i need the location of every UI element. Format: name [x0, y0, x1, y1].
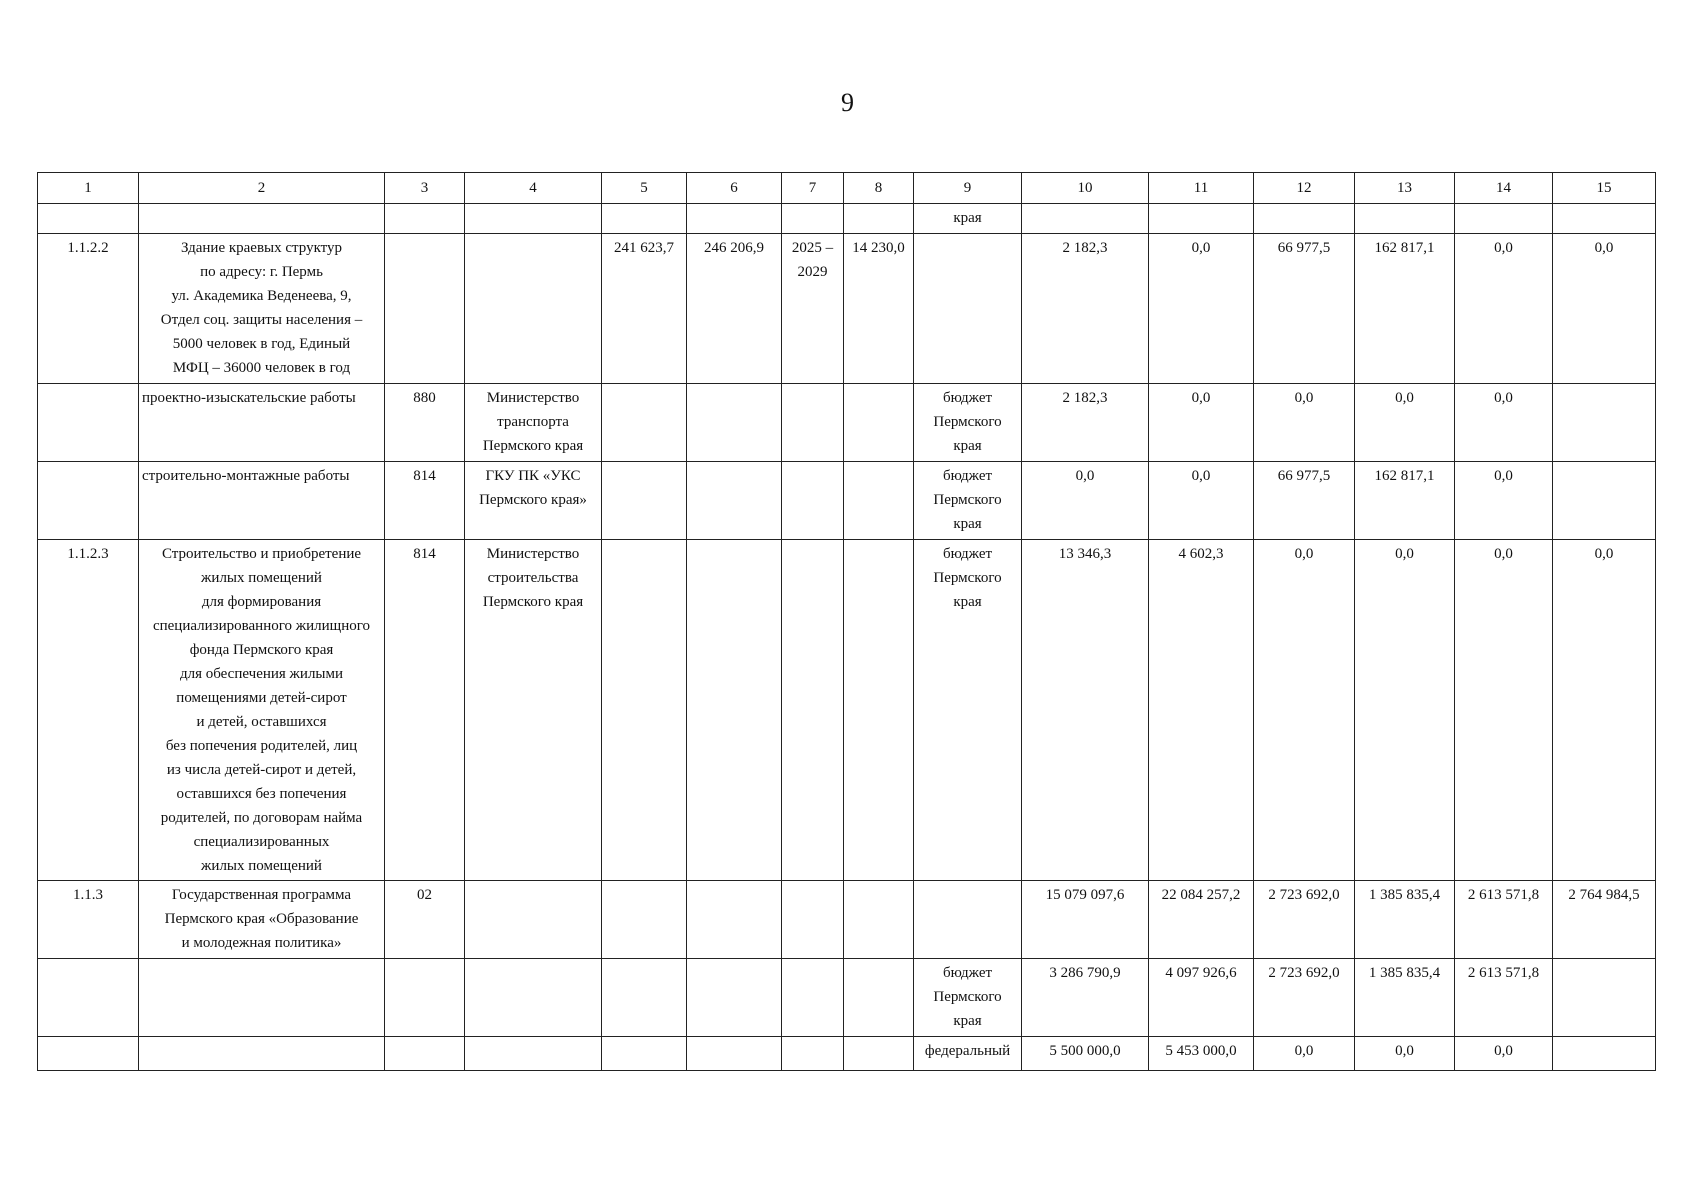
- table-cell: [1553, 959, 1656, 1037]
- table-cell: [782, 959, 844, 1037]
- table-cell: строительно-монтажные работы: [139, 462, 385, 540]
- table-cell: [602, 881, 687, 959]
- table-cell: Здание краевых структур по адресу: г. Пермь ул. Академика Веденеева, 9, Отдел соц. защиты населения – 5000 человек в год, Единый МФЦ – 36000 человек в год: [139, 234, 385, 384]
- table-row: [38, 1037, 1656, 1071]
- table-cell: 66 977,5: [1254, 234, 1355, 384]
- table-cell: 1 385 835,4: [1355, 959, 1455, 1037]
- table-cell: края: [914, 204, 1022, 234]
- table-cell: 241 623,7: [602, 234, 687, 384]
- table-cell: 0,0: [1254, 1037, 1355, 1071]
- table-cell: [38, 959, 139, 1037]
- header-cell: 2: [139, 173, 385, 204]
- table-cell: [139, 204, 385, 234]
- table-cell: 02: [385, 881, 465, 959]
- header-cell: 6: [687, 173, 782, 204]
- table-cell: бюджет Пермского края: [914, 462, 1022, 540]
- header-cell: 10: [1022, 173, 1149, 204]
- table-cell: 0,0: [1149, 462, 1254, 540]
- table-cell: [602, 384, 687, 462]
- table-cell: [1149, 204, 1254, 234]
- table-cell: [38, 462, 139, 540]
- table-cell: [602, 1037, 687, 1071]
- table-cell: 1 385 835,4: [1355, 881, 1455, 959]
- table-cell: 0,0: [1254, 384, 1355, 462]
- table-cell: [465, 1037, 602, 1071]
- table-cell: [1553, 1037, 1656, 1071]
- table-cell: 15 079 097,6: [1022, 881, 1149, 959]
- table-cell: [385, 1037, 465, 1071]
- table-cell: [782, 204, 844, 234]
- header-cell: 4: [465, 173, 602, 204]
- table-cell: 0,0: [1355, 540, 1455, 881]
- table-cell: 0,0: [1455, 1037, 1553, 1071]
- table-cell: 66 977,5: [1254, 462, 1355, 540]
- table-cell: 2025 – 2029: [782, 234, 844, 384]
- table-cell: 1.1.2.2: [38, 234, 139, 384]
- table-cell: [844, 959, 914, 1037]
- table-cell: проектно-изыскательские работы: [139, 384, 385, 462]
- header-cell: 9: [914, 173, 1022, 204]
- table-cell: [602, 959, 687, 1037]
- budget-table: [37, 172, 1656, 1071]
- table-cell: [687, 959, 782, 1037]
- table-cell: Министерство строительства Пермского края: [465, 540, 602, 881]
- table-cell: 2 182,3: [1022, 384, 1149, 462]
- header-row: [38, 173, 1656, 204]
- table-cell: 4 097 926,6: [1149, 959, 1254, 1037]
- table-row: [38, 384, 1656, 462]
- page-number: 9: [841, 88, 854, 117]
- table-cell: 0,0: [1149, 234, 1254, 384]
- table-cell: бюджет Пермского края: [914, 384, 1022, 462]
- table-cell: [687, 384, 782, 462]
- table-cell: [1254, 204, 1355, 234]
- table-cell: [782, 881, 844, 959]
- table-cell: [914, 234, 1022, 384]
- table-row: [38, 881, 1656, 959]
- table-cell: [1553, 462, 1656, 540]
- table-cell: 22 084 257,2: [1149, 881, 1254, 959]
- table-cell: Министерство транспорта Пермского края: [465, 384, 602, 462]
- table-cell: [844, 384, 914, 462]
- table-cell: 0,0: [1022, 462, 1149, 540]
- table-cell: [844, 881, 914, 959]
- table-cell: [782, 540, 844, 881]
- table-cell: бюджет Пермского края: [914, 540, 1022, 881]
- table-cell: 162 817,1: [1355, 234, 1455, 384]
- table-cell: [844, 1037, 914, 1071]
- table-cell: [687, 881, 782, 959]
- table-cell: [385, 959, 465, 1037]
- table-row: [38, 462, 1656, 540]
- table-row: [38, 540, 1656, 881]
- table-cell: ГКУ ПК «УКС Пермского края»: [465, 462, 602, 540]
- table-cell: Строительство и приобретение жилых помещений для формирования специализированного жилищного фонда Пермского края для обеспечения жилыми помещениями детей-сирот и детей, оставшихся без попечения родителей, лиц из числа детей-сирот и детей, оставшихся без попечения родителей, по договорам найма специализированных жилых помещений: [139, 540, 385, 881]
- table-cell: [465, 881, 602, 959]
- table-cell: [687, 1037, 782, 1071]
- table-cell: [38, 384, 139, 462]
- table-cell: 814: [385, 540, 465, 881]
- table-cell: 1.1.3: [38, 881, 139, 959]
- table-cell: 0,0: [1455, 384, 1553, 462]
- header-cell: 15: [1553, 173, 1656, 204]
- table-cell: [1455, 204, 1553, 234]
- table-cell: 0,0: [1455, 540, 1553, 881]
- table-cell: 2 182,3: [1022, 234, 1149, 384]
- table-cell: [602, 204, 687, 234]
- table-cell: [1553, 384, 1656, 462]
- table-cell: 0,0: [1355, 384, 1455, 462]
- header-cell: 12: [1254, 173, 1355, 204]
- table-cell: [782, 462, 844, 540]
- table-cell: 0,0: [1455, 462, 1553, 540]
- header-cell: 14: [1455, 173, 1553, 204]
- header-cell: 5: [602, 173, 687, 204]
- table-cell: бюджет Пермского края: [914, 959, 1022, 1037]
- table-cell: [687, 204, 782, 234]
- table-cell: 0,0: [1254, 540, 1355, 881]
- table-cell: 2 613 571,8: [1455, 959, 1553, 1037]
- table-cell: федеральный: [914, 1037, 1022, 1071]
- table-cell: 5 500 000,0: [1022, 1037, 1149, 1071]
- table-cell: [687, 540, 782, 881]
- table-cell: [465, 204, 602, 234]
- header-cell: 8: [844, 173, 914, 204]
- table-row: [38, 234, 1656, 384]
- table-cell: [782, 384, 844, 462]
- table-cell: 0,0: [1149, 384, 1254, 462]
- table-cell: [38, 204, 139, 234]
- table-cell: 14 230,0: [844, 234, 914, 384]
- table-cell: [38, 1037, 139, 1071]
- header-cell: 13: [1355, 173, 1455, 204]
- table-cell: 880: [385, 384, 465, 462]
- table-cell: 4 602,3: [1149, 540, 1254, 881]
- table-cell: [782, 1037, 844, 1071]
- table-cell: 0,0: [1355, 1037, 1455, 1071]
- header-cell: 1: [38, 173, 139, 204]
- table-body: [38, 204, 1656, 1071]
- table-cell: 3 286 790,9: [1022, 959, 1149, 1037]
- table-cell: 2 723 692,0: [1254, 959, 1355, 1037]
- table-cell: [602, 540, 687, 881]
- header-cell: 7: [782, 173, 844, 204]
- table-cell: [844, 540, 914, 881]
- table-cell: [139, 959, 385, 1037]
- table-cell: [844, 462, 914, 540]
- table-cell: 2 613 571,8: [1455, 881, 1553, 959]
- header-cell: 3: [385, 173, 465, 204]
- table-cell: 246 206,9: [687, 234, 782, 384]
- table-cell: [844, 204, 914, 234]
- table-cell: 2 723 692,0: [1254, 881, 1355, 959]
- table-cell: Государственная программа Пермского края «Образование и молодежная политика»: [139, 881, 385, 959]
- table-cell: [465, 234, 602, 384]
- table-cell: 13 346,3: [1022, 540, 1149, 881]
- table-cell: [385, 234, 465, 384]
- table-cell: [1022, 204, 1149, 234]
- table-cell: [465, 959, 602, 1037]
- table-row: [38, 204, 1656, 234]
- table-cell: 814: [385, 462, 465, 540]
- header-cell: 11: [1149, 173, 1254, 204]
- table-cell: 0,0: [1455, 234, 1553, 384]
- table-cell: [914, 881, 1022, 959]
- table-cell: 5 453 000,0: [1149, 1037, 1254, 1071]
- table-cell: [385, 204, 465, 234]
- table-cell: [687, 462, 782, 540]
- table-cell: [139, 1037, 385, 1071]
- table-cell: 1.1.2.3: [38, 540, 139, 881]
- table-cell: 162 817,1: [1355, 462, 1455, 540]
- table-cell: 0,0: [1553, 234, 1656, 384]
- table-cell: 2 764 984,5: [1553, 881, 1656, 959]
- table-cell: [602, 462, 687, 540]
- table-cell: [1553, 204, 1656, 234]
- table-row: [38, 959, 1656, 1037]
- table-cell: 0,0: [1553, 540, 1656, 881]
- table-cell: [1355, 204, 1455, 234]
